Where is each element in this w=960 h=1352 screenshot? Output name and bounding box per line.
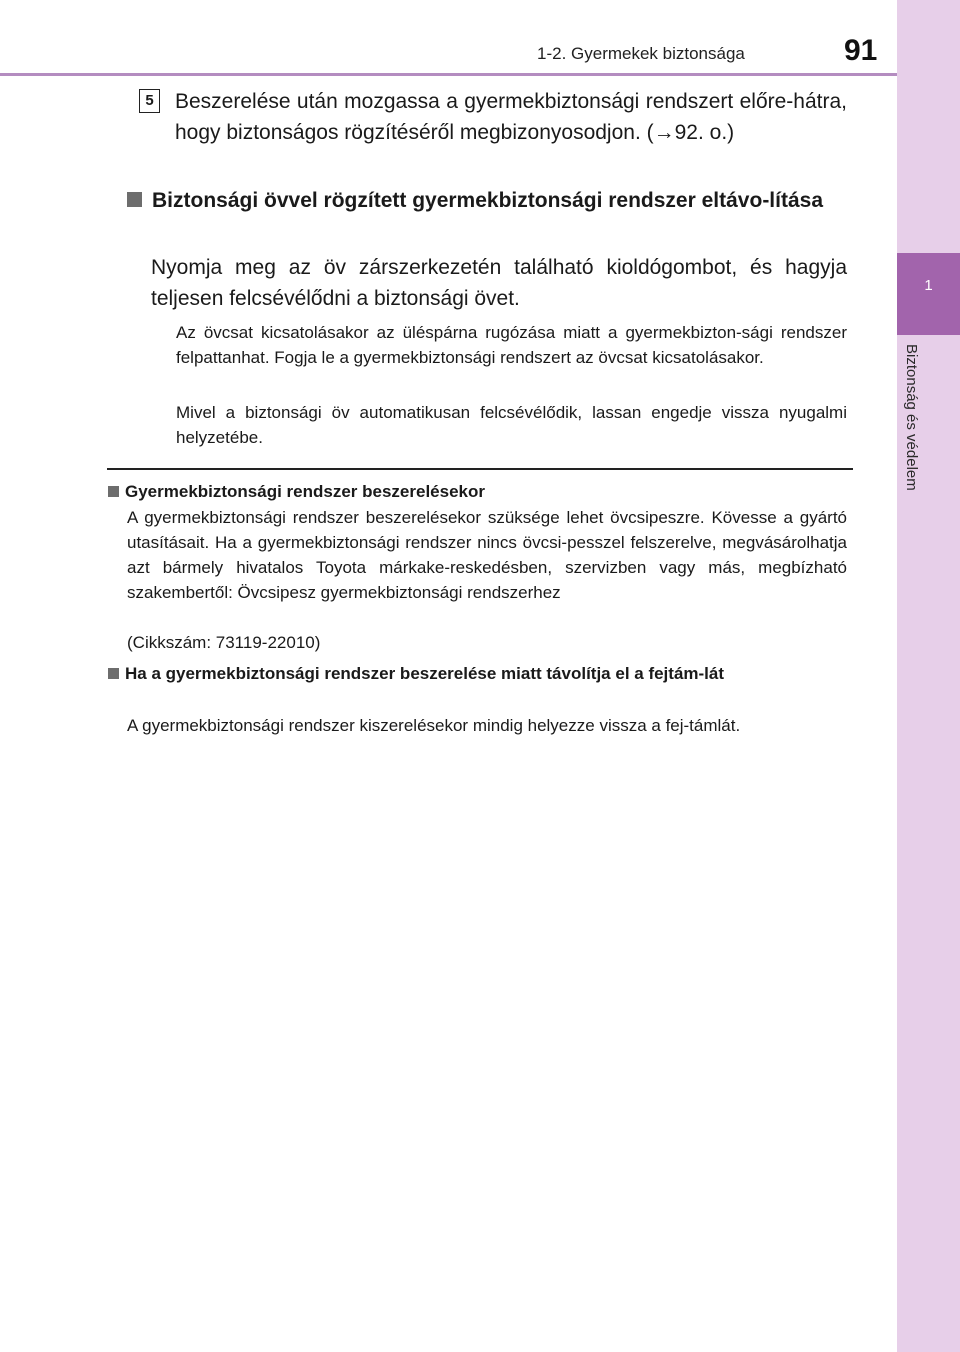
chapter-side-tab xyxy=(897,0,960,1352)
chapter-title: Biztonság és védelem xyxy=(903,344,920,491)
removal-note-2: Mivel a biztonsági öv automatikusan felcsévélődik, lassan engedje vissza nyugalmi helyzetébe. xyxy=(176,403,847,447)
page-number: 91 xyxy=(844,34,878,67)
part-number: (Cikkszám: 73119-22010) xyxy=(127,633,321,652)
info-body-headrest: A gyermekbiztonsági rendszer kiszerelésekor mindig helyezze vissza a fej-támlát. xyxy=(127,716,741,735)
removal-note-1: Az övcsat kicsatolásakor az üléspárna rugózása miatt a gyermekbizton-sági rendszer felpattanhat. Fogja le a gyermekbiztonsági rendszert az övcsat kicsatolásakor. xyxy=(176,323,847,367)
step-number-badge: 5 xyxy=(139,89,160,113)
section-heading-removal xyxy=(127,185,847,216)
info-body-installation: A gyermekbiztonsági rendszer beszerelésekor szüksége lehet övcsipeszre. Kövesse a gyártó utasításait. Ha a gyermekbiztonsági rendszer nincs övcsi-pesszel felszerelve, megvásárolhatja azt bármely hivatalos Toyota márkake-reskedésben, szervizben vagy más, megbízható szakembertől: Övcsipesz gyermekbiztonsági rendszerhez xyxy=(127,508,847,602)
chapter-number: 1 xyxy=(924,277,933,294)
section-heading-text: Biztonsági övvel rögzített gyermekbiztonsági rendszer eltávo-lítása xyxy=(152,189,824,212)
step-text: Beszerelése után mozgassa a gyermekbiztonsági rendszert előre-hátra, hogy biztonságos rögzítéséről megbizonyosodjon. (→92. o.) xyxy=(175,90,847,144)
header-rule xyxy=(0,73,897,76)
info-heading-headrest xyxy=(108,661,853,686)
section-divider xyxy=(107,468,853,470)
square-bullet-icon xyxy=(127,192,142,207)
info-heading-installation xyxy=(108,479,853,504)
removal-body: Nyomja meg az öv zárszerkezetén található kioldógombot, és hagyja teljesen felcsévélődni a biztonsági övet. xyxy=(151,256,847,310)
info-heading-text: Ha a gyermekbiztonsági rendszer beszerelése miatt távolítja el a fejtám-lát xyxy=(125,664,725,683)
header-section-title: 1-2. Gyermekek biztonsága xyxy=(537,44,745,63)
square-bullet-icon xyxy=(108,486,119,497)
chapter-number-box xyxy=(897,253,960,335)
square-bullet-icon xyxy=(108,668,119,679)
info-heading-text: Gyermekbiztonsági rendszer beszerelésekor xyxy=(125,482,485,501)
